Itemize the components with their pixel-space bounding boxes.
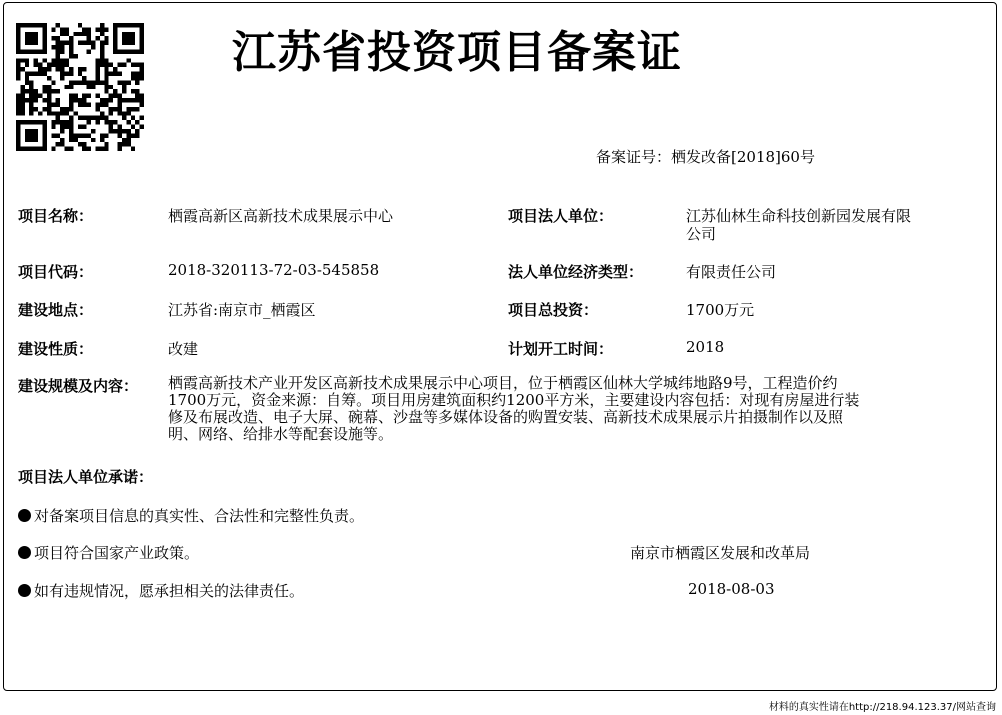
record-number: 备案证号：栖发改备[2018]60号: [596, 148, 815, 166]
location-value: 江苏省:南京市_栖霞区: [168, 301, 316, 319]
commitment-item: [18, 580, 304, 601]
scale-line: 修及布展改造、电子大屏、碗幕、沙盘等多媒体设备的购置安装、高新技术成果展示片拍摄制作以及照: [168, 408, 844, 426]
commitment-text: 项目符合国家产业政策。: [34, 544, 200, 562]
legal-entity-value-line2: 公司: [686, 225, 717, 243]
start-time-value: 2018: [686, 338, 725, 356]
legal-entity-value-line1: 江苏仙林生命科技创新园发展有限: [686, 207, 912, 225]
qr-code-icon: [16, 23, 144, 151]
scale-line: 明、网络、给排水等配套设施等。: [168, 425, 394, 443]
location-label: 建设地点：: [18, 301, 94, 319]
scale-line: 1700万元，资金来源：自筹。项目用房建筑面积约1200平方米，主要建设内容包括：对现有房屋进行装: [168, 391, 860, 409]
total-investment-value: 1700万元: [686, 301, 755, 319]
project-code-label: 项目代码：: [18, 263, 94, 281]
issuer-name: 南京市栖霞区发展和改革局: [630, 544, 811, 562]
nature-value: 改建: [168, 340, 199, 358]
scale-label: 建设规模及内容：: [18, 377, 139, 395]
bullet-icon: [18, 584, 31, 597]
start-time-label: 计划开工时间：: [508, 340, 614, 358]
scale-line: 栖霞高新技术产业开发区高新技术成果展示中心项目，位于栖霞区仙林大学城纬地路9号，工程造价约: [168, 374, 838, 392]
legal-entity-label: 项目法人单位：: [508, 207, 614, 225]
commitment-text: 如有违规情况，愿承担相关的法律责任。: [34, 582, 305, 600]
scale-content: [168, 375, 958, 443]
commitment-item: [18, 542, 199, 563]
project-name-value: 栖霞高新区高新技术成果展示中心: [168, 207, 394, 225]
economic-type-label: 法人单位经济类型：: [508, 263, 644, 281]
bullet-icon: [18, 509, 31, 522]
commitment-item: [18, 505, 364, 526]
project-code-value: 2018-320113-72-03-545858: [168, 261, 380, 279]
total-investment-label: 项目总投资：: [508, 301, 599, 319]
verification-footer: 材料的真实性请在http://218.94.123.37/网站查询: [768, 702, 996, 713]
project-name-label: 项目名称：: [18, 207, 94, 225]
issue-date: 2018-08-03: [688, 580, 775, 598]
certificate-title: 江苏省投资项目备案证: [232, 27, 682, 78]
commitment-text: 对备案项目信息的真实性、合法性和完整性负责。: [34, 507, 365, 525]
nature-label: 建设性质：: [18, 340, 94, 358]
bullet-icon: [18, 546, 31, 559]
economic-type-value: 有限责任公司: [686, 263, 777, 281]
commitment-heading: 项目法人单位承诺：: [18, 468, 154, 486]
